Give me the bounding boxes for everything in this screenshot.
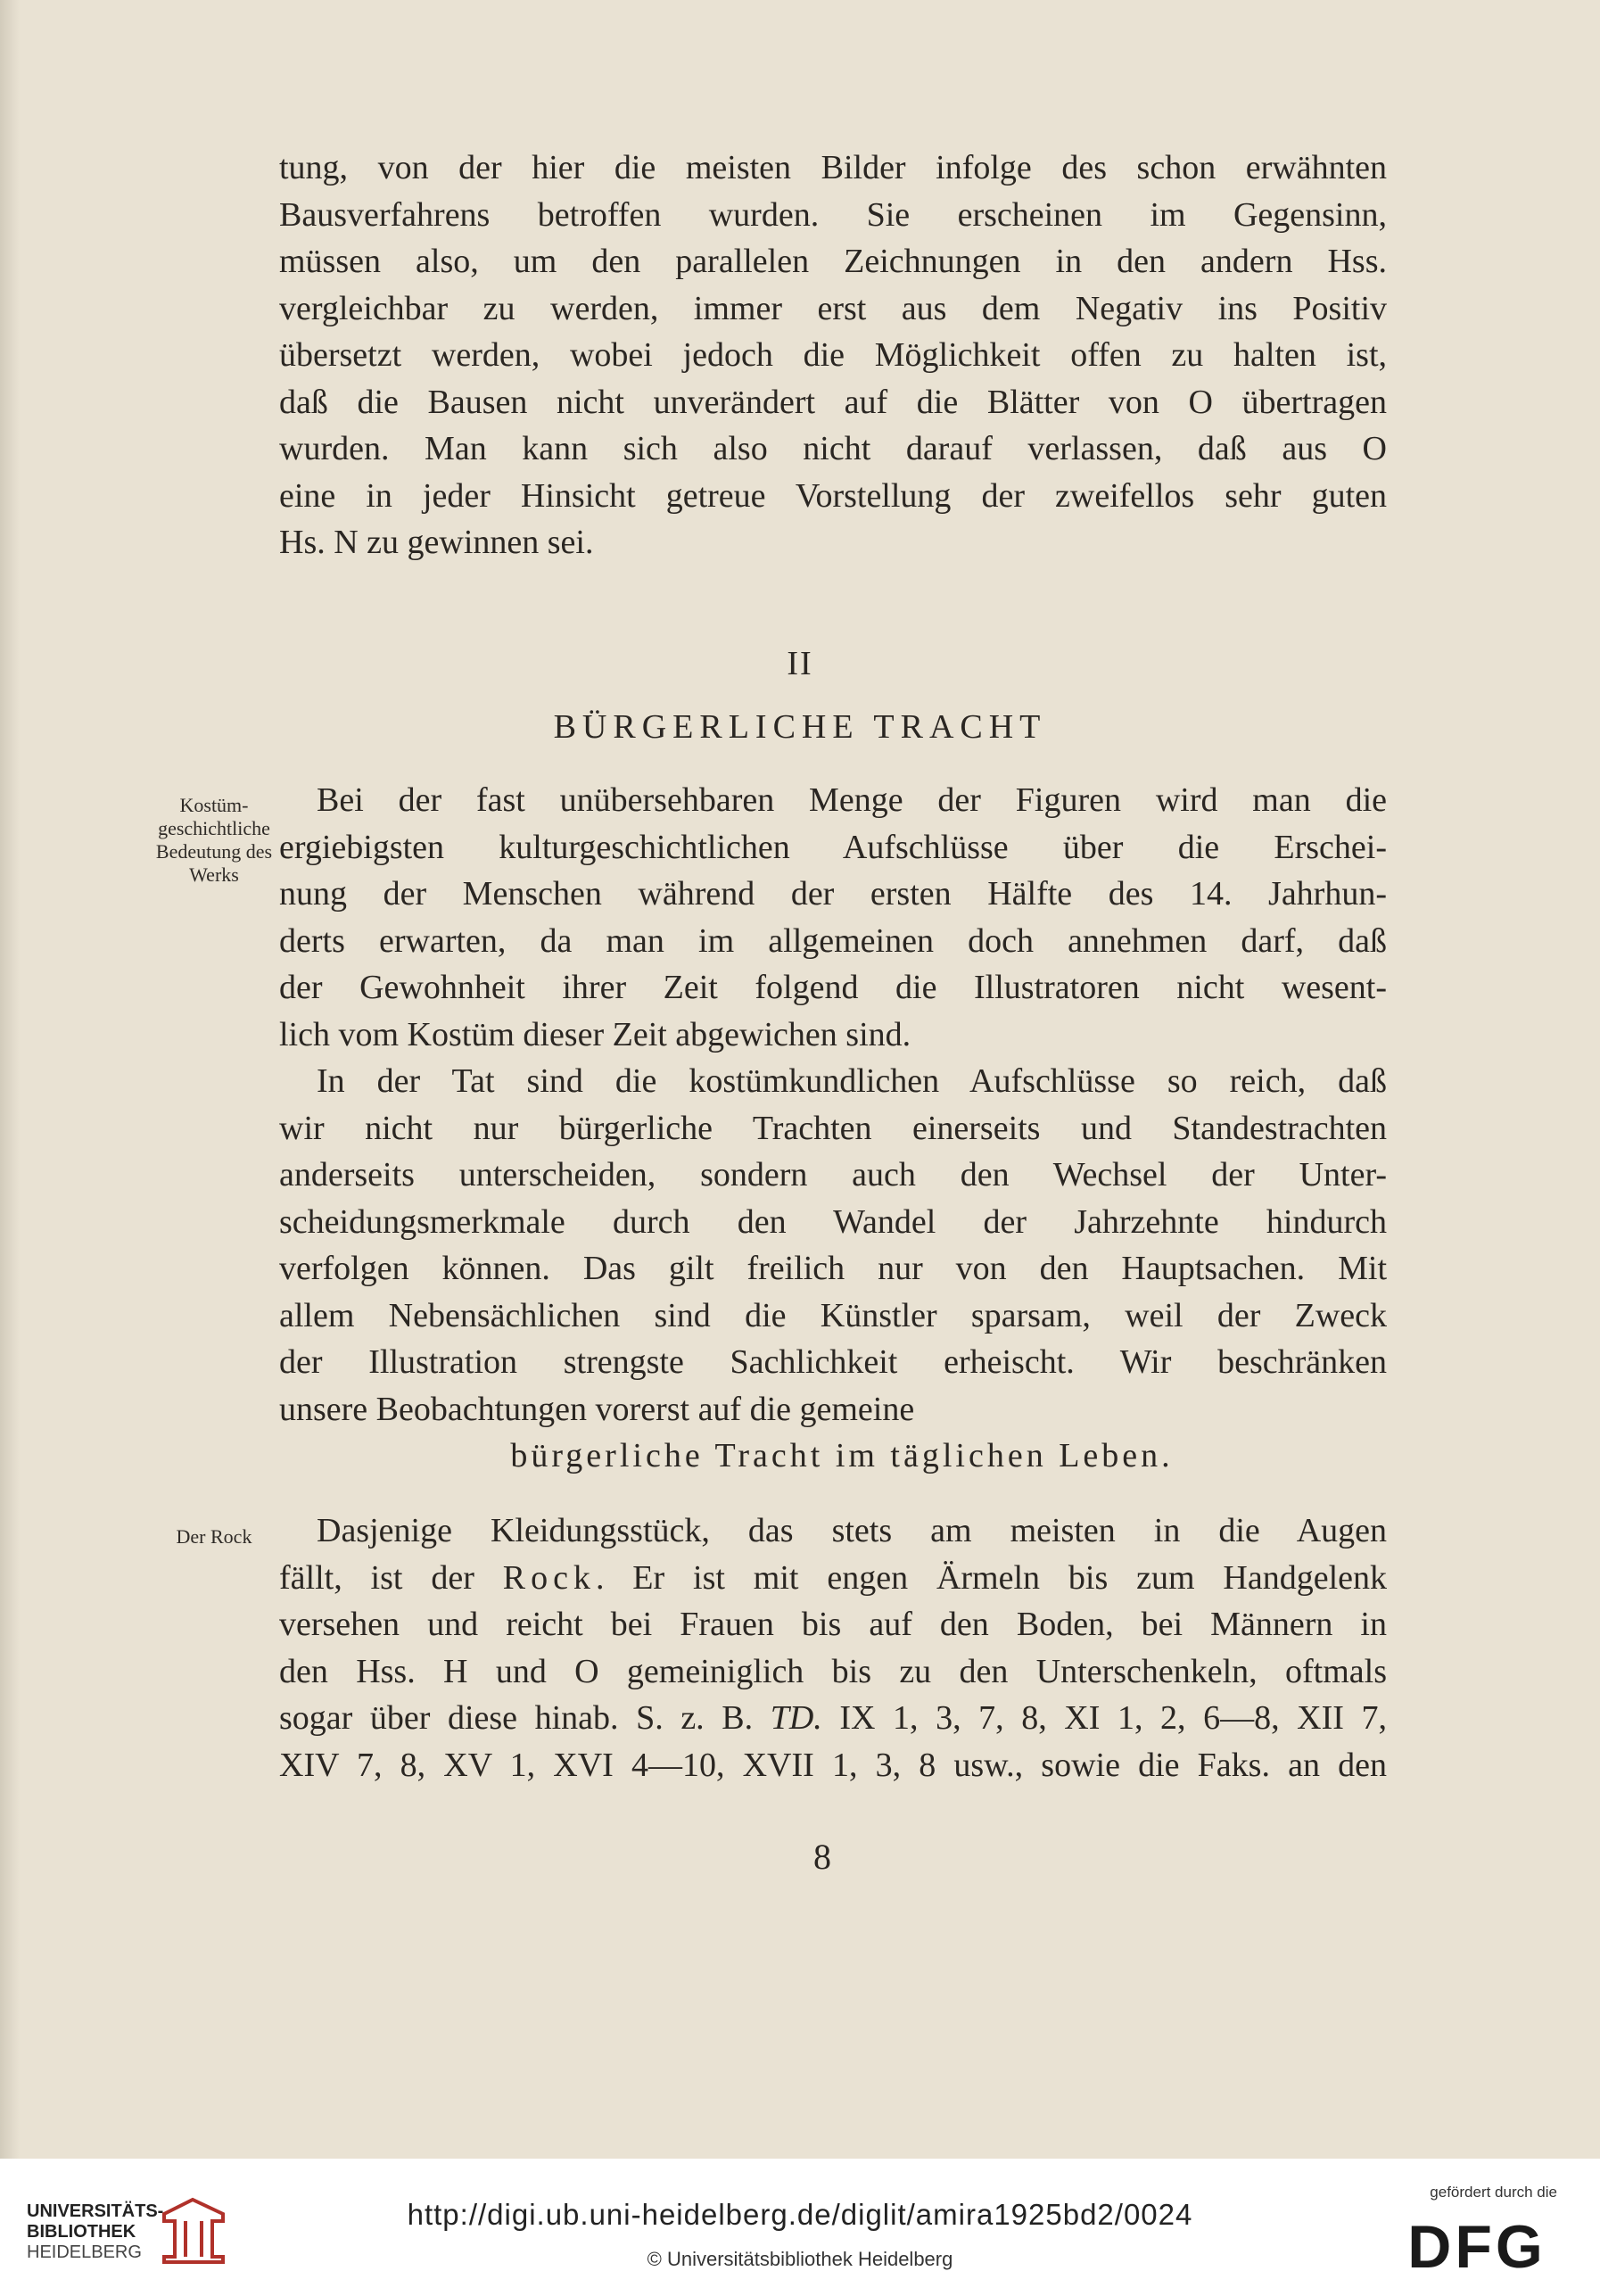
spaced-word-rock: Rock bbox=[502, 1558, 596, 1597]
paragraph-2 bbox=[279, 1058, 1387, 1480]
text-line: Bei der fast unübersehbaren Menge der Figuren wird man die bbox=[317, 781, 1387, 819]
section-heading: BÜRGERLICHE TRACHT bbox=[553, 708, 1047, 746]
dfg-logo-icon bbox=[1395, 2214, 1559, 2276]
library-name: UNIVERSITÄTS- BIBLIOTHEK HEIDELBERG bbox=[27, 2201, 164, 2262]
text-line: scheidungsmerkmale durch den Wandel der Jahrzehnte hindurch bbox=[279, 1202, 1387, 1241]
page-edge-shadow bbox=[0, 0, 20, 2159]
text-line: eine in jeder Hinsicht getreue Vorstellung der zweifellos sehr guten bbox=[279, 476, 1387, 515]
paragraph-3 bbox=[279, 1507, 1387, 1788]
text-line-rock: fällt, ist der Rock. Er ist mit engen Ärmeln bis zum Handgelenk bbox=[279, 1558, 1387, 1597]
copyright-notice: © Universitätsbibliothek Heidelberg bbox=[647, 2248, 953, 2270]
spaced-subheading: bürgerliche Tracht im täglichen Leben. bbox=[510, 1437, 1174, 1474]
text-line: anderseits unterscheiden, sondern auch den Wechsel der Unter- bbox=[279, 1156, 1387, 1193]
funding-note: gefördert durch die bbox=[1430, 2184, 1557, 2201]
text-block-top bbox=[279, 145, 1387, 566]
permalink-url[interactable]: http://digi.ub.uni-heidelberg.de/diglit/amira1925bd2/0024 bbox=[407, 2198, 1193, 2231]
text-line: müssen also, um den parallelen Zeichnungen in den andern Hss. bbox=[279, 243, 1387, 280]
text-line: allem Nebensächlichen sind die Künstler sparsam, weil der Zweck bbox=[279, 1296, 1387, 1334]
text-line: versehen und reicht bei Frauen bis auf den Boden, bei Männern in bbox=[279, 1606, 1387, 1643]
text-line: der Illustration strengste Sachlichkeit erheischt. Wir beschränken bbox=[279, 1343, 1387, 1381]
text-line: Dasjenige Kleidungsstück, das stets am meisten in die Augen bbox=[317, 1512, 1387, 1549]
text-line-reference: sogar über diese hinab. S. z. B. TD. IX 1, 3, 7, 8, XI 1, 2, 6—8, XII 7, bbox=[279, 1699, 1387, 1737]
svg-text:DFG: DFG bbox=[1407, 2214, 1546, 2276]
text-line: nung der Menschen während der ersten Hälfte des 14. Jahrhun- bbox=[279, 875, 1387, 913]
text-line: verfolgen können. Das gilt freilich nur von den Hauptsachen. Mit bbox=[279, 1250, 1387, 1287]
text-line: wurden. Man kann sich also nicht darauf verlassen, daß aus O bbox=[279, 430, 1387, 467]
text-line: den Hss. H und O gemeiniglich bis zu den Unterschenkeln, oftmals bbox=[279, 1652, 1387, 1690]
text-line: vergleichbar zu werden, immer erst aus dem Negativ ins Positiv bbox=[279, 289, 1387, 327]
text-line: derts erwarten, da man im allgemeinen doch annehmen darf, daß bbox=[279, 921, 1387, 960]
section-numeral: II bbox=[787, 645, 813, 682]
digitization-footer bbox=[0, 2159, 1600, 2296]
margin-note-rock: Der Rock bbox=[176, 1525, 252, 1548]
text-line: ergiebigsten kulturgeschichtlichen Aufschlüsse über die Erschei- bbox=[279, 828, 1387, 866]
text-line: daß die Bausen nicht unverändert auf die Blätter von O übertragen bbox=[279, 383, 1387, 421]
text-line: lich vom Kostüm dieser Zeit abgewichen sind. bbox=[279, 1015, 911, 1053]
text-line: In der Tat sind die kostümkundlichen Aufschlüsse so reich, daß bbox=[317, 1062, 1387, 1100]
italic-abbrev: TD. bbox=[770, 1699, 822, 1737]
text-line: Hs. N zu gewinnen sei. bbox=[279, 524, 594, 561]
text-line: übersetzt werden, wobei jedoch die Möglichkeit offen zu halten ist, bbox=[279, 336, 1387, 374]
text-line: unsere Beobachtungen vorerst auf die gemeine bbox=[279, 1390, 915, 1428]
text-line: tung, von der hier die meisten Bilder infolge des schon erwähnten bbox=[279, 149, 1387, 186]
text-line: wir nicht nur bürgerliche Trachten einerseits und Standestrachten bbox=[279, 1109, 1387, 1147]
text-line: XIV 7, 8, XV 1, XVI 4—10, XVII 1, 3, 8 usw., sowie die Faks. an den bbox=[279, 1746, 1387, 1784]
page-number: 8 bbox=[813, 1837, 831, 1877]
text-line: der Gewohnheit ihrer Zeit folgend die Illustratoren nicht wesent- bbox=[279, 969, 1387, 1006]
text-line: Bausverfahrens betroffen wurden. Sie erscheinen im Gegensinn, bbox=[279, 195, 1387, 234]
margin-note-costume-history: Kostüm- geschichtliche Bedeutung des Werks bbox=[155, 794, 273, 886]
paragraph-1 bbox=[279, 777, 1387, 1058]
